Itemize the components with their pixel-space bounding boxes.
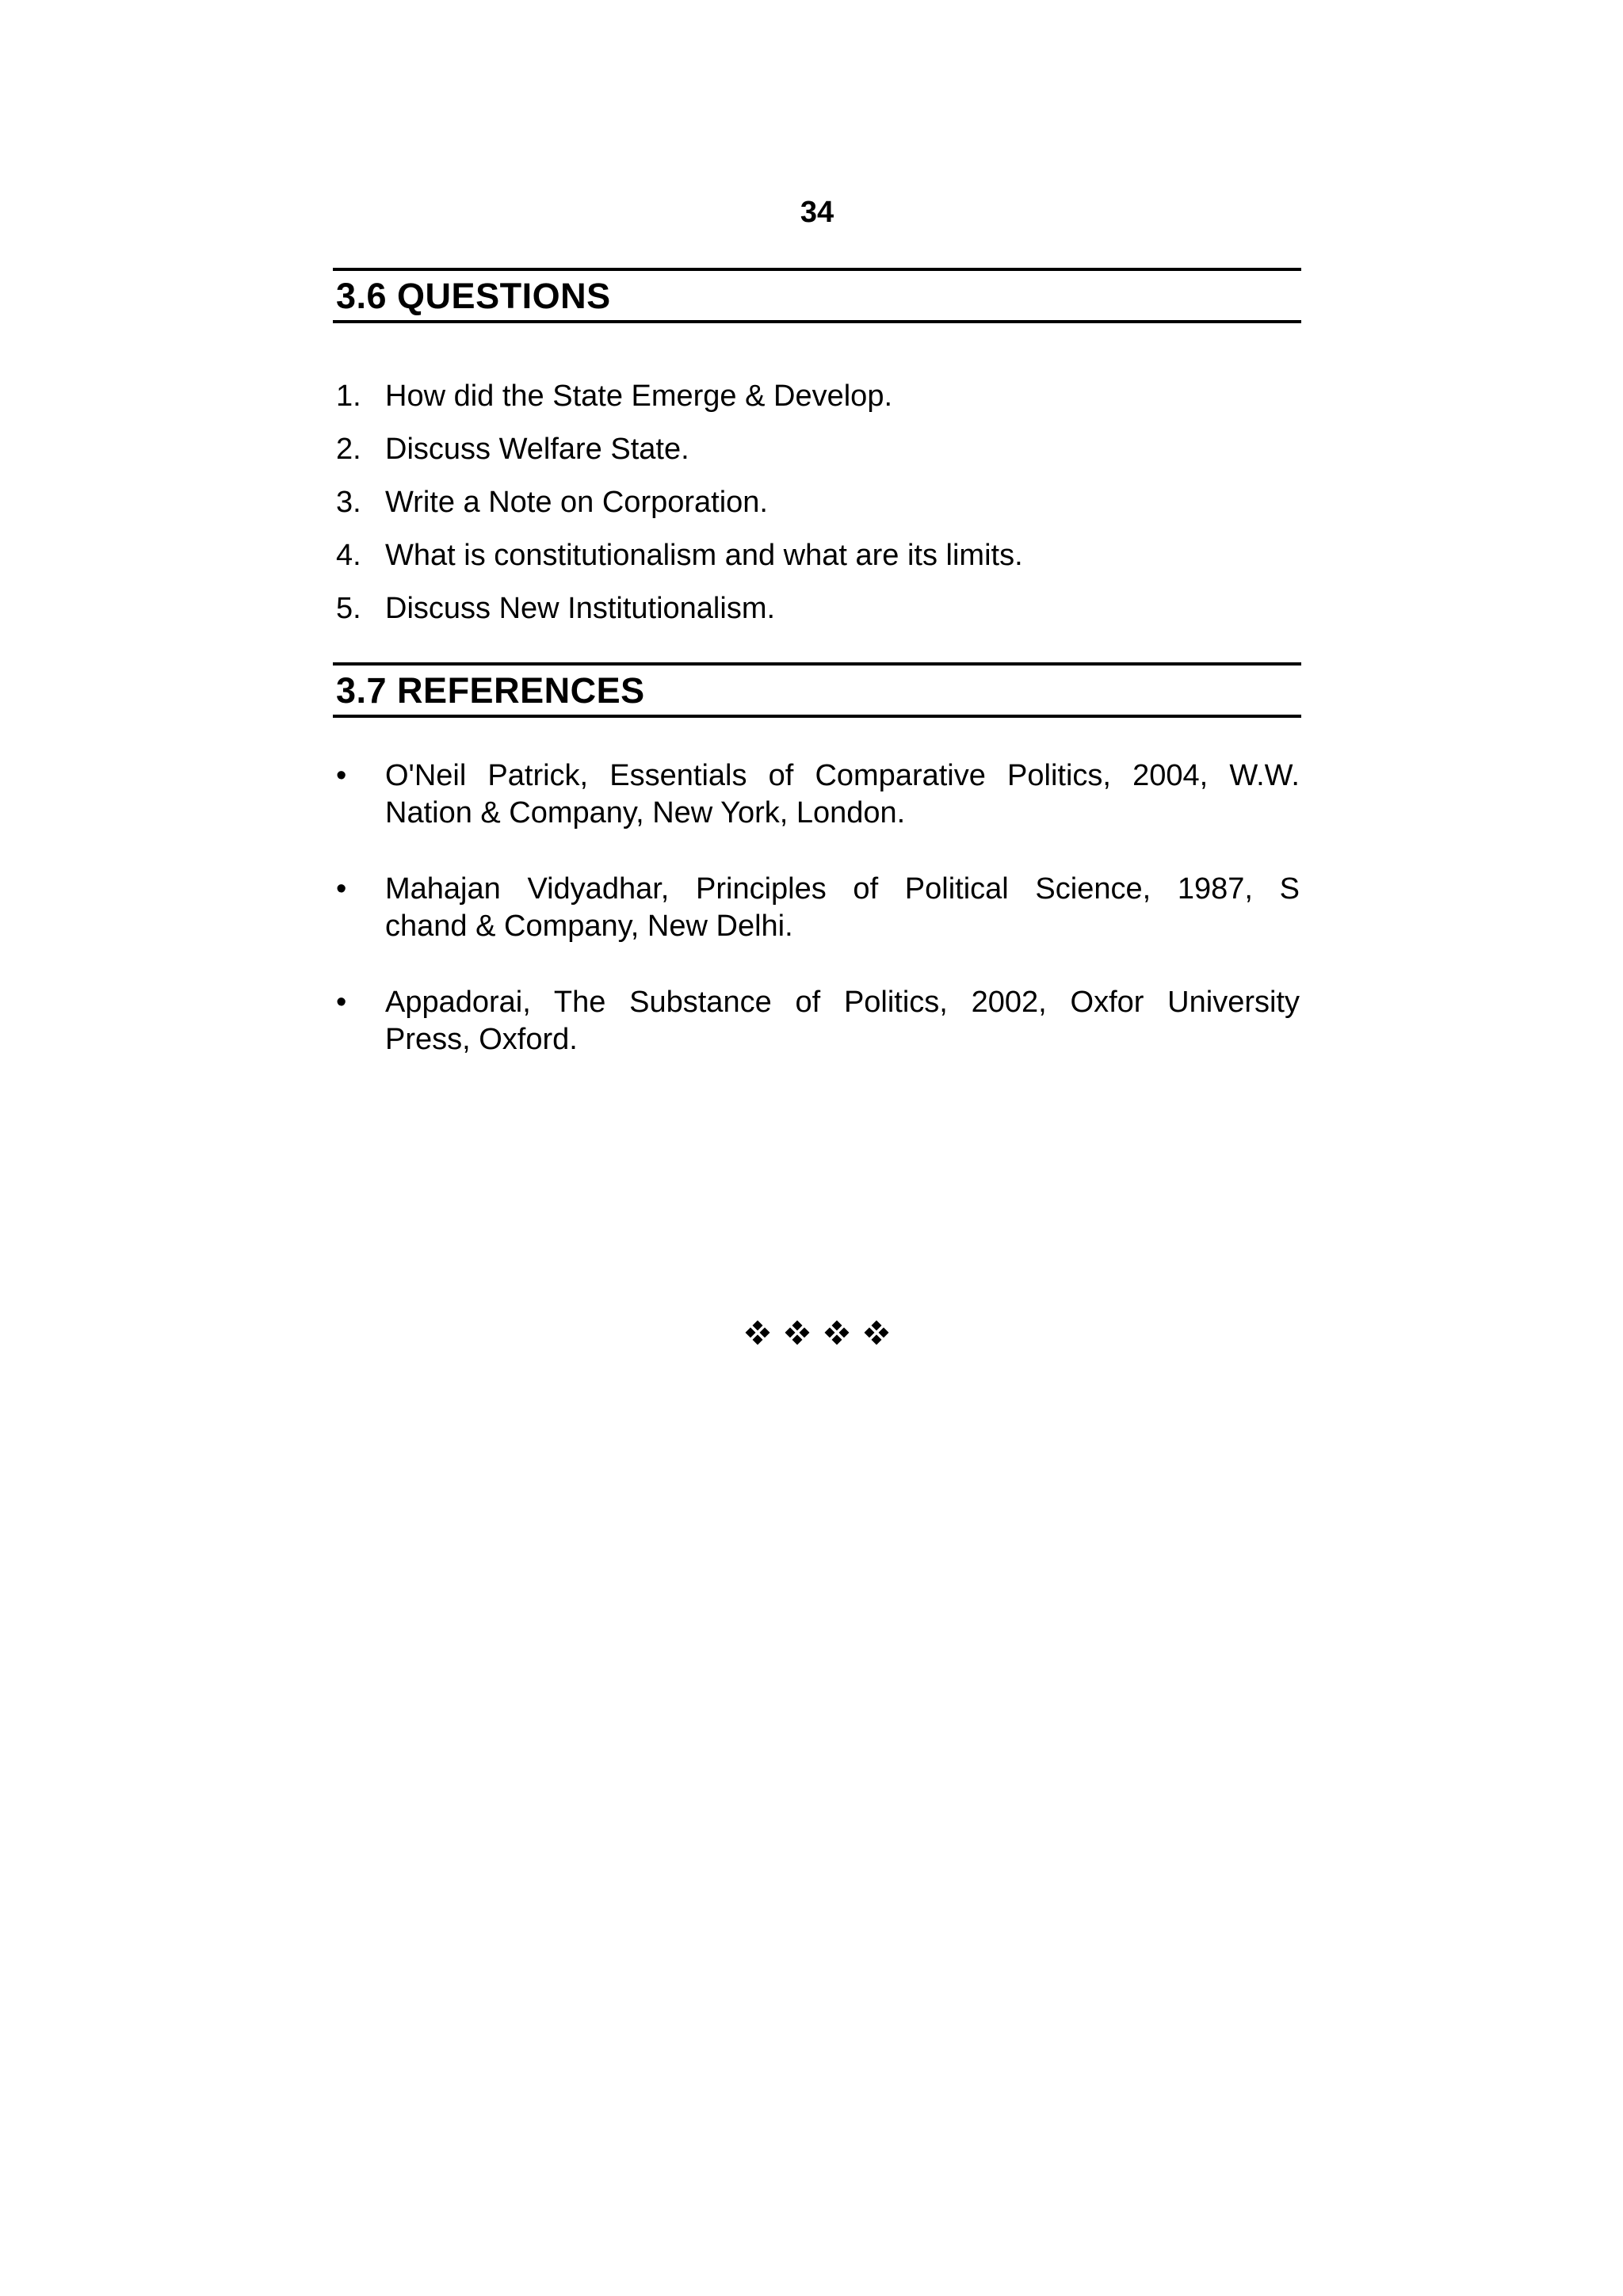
diamond-icon	[872, 1335, 882, 1345]
questions-heading: 3.6 QUESTIONS	[336, 276, 611, 316]
question-number: 3.	[336, 486, 361, 519]
diamond-icon	[865, 1328, 875, 1338]
reference-line: Press, Oxford.	[385, 1023, 578, 1056]
diamond-icon	[832, 1321, 842, 1331]
reference-text	[385, 984, 1300, 1058]
diamond-cluster-icon	[785, 1321, 810, 1345]
end-ornament	[333, 1315, 1301, 1354]
diamond-icon	[792, 1335, 803, 1345]
question-text: How did the State Emerge & Develop.	[385, 379, 893, 413]
four-diamond-cluster-icon	[738, 1315, 896, 1350]
diamond-icon	[746, 1328, 756, 1338]
diamond-icon	[825, 1328, 835, 1338]
question-number: 1.	[336, 379, 361, 413]
diamond-icon	[753, 1335, 763, 1345]
question-number: 2.	[336, 433, 361, 466]
diamond-icon	[839, 1328, 850, 1338]
diamond-icon	[800, 1328, 810, 1338]
reference-text	[385, 757, 1300, 832]
diamond-cluster-icon	[865, 1321, 889, 1345]
question-item	[333, 479, 1301, 532]
questions-list	[333, 372, 1301, 638]
reference-item	[333, 757, 1301, 871]
diamond-cluster-icon	[746, 1321, 770, 1345]
reference-line: Mahajan Vidyadhar, Principles of Political Science, 1987, S	[385, 872, 1300, 906]
bullet-icon: •	[336, 986, 347, 1019]
question-number: 5.	[336, 592, 361, 625]
references-list	[333, 757, 1301, 1097]
question-text: Discuss Welfare State.	[385, 433, 689, 466]
diamond-icon	[872, 1321, 882, 1331]
question-text: Discuss New Institutionalism.	[385, 592, 776, 625]
diamond-icon	[832, 1335, 842, 1345]
question-number: 4.	[336, 539, 361, 572]
question-text: What is constitutionalism and what are its limits.	[385, 539, 1023, 572]
diamond-icon	[792, 1321, 803, 1331]
diamond-icon	[879, 1328, 889, 1338]
diamond-icon	[785, 1328, 796, 1338]
reference-text	[385, 871, 1300, 945]
question-text: Write a Note on Corporation.	[385, 486, 768, 519]
references-heading: 3.7 REFERENCES	[336, 670, 645, 711]
diamond-icon	[760, 1328, 770, 1338]
reference-item	[333, 871, 1301, 984]
references-section-header	[333, 662, 1301, 718]
reference-line: O'Neil Patrick, Essentials of Comparative Politics, 2004, W.W.	[385, 759, 1300, 792]
question-item	[333, 585, 1301, 638]
question-item	[333, 372, 1301, 425]
document-page	[333, 0, 1301, 2296]
page-number: 34	[800, 196, 834, 229]
bullet-icon: •	[336, 759, 347, 792]
question-item	[333, 425, 1301, 479]
diamond-cluster-icon	[825, 1321, 850, 1345]
reference-line: Appadorai, The Substance of Politics, 2002, Oxfor University	[385, 986, 1300, 1019]
reference-line: chand & Company, New Delhi.	[385, 910, 793, 943]
bullet-icon: •	[336, 872, 347, 906]
questions-section-header	[333, 268, 1301, 323]
diamond-icon	[753, 1321, 763, 1331]
reference-item	[333, 984, 1301, 1097]
question-item	[333, 532, 1301, 585]
reference-line: Nation & Company, New York, London.	[385, 796, 906, 830]
